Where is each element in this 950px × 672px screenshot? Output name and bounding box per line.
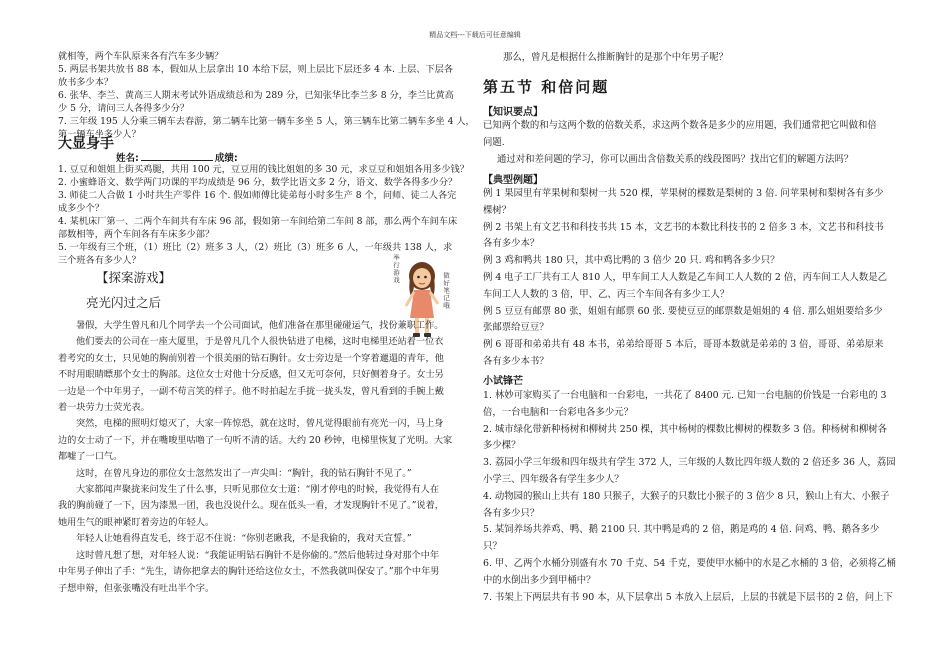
practice-line: 6. 甲、乙两个水桶分别盛有水 70 千克、54 千克，要使甲水桶中的水是乙水桶的 3 倍，必须将乙桶: [483, 557, 896, 569]
text-line: 部数相等，两个车间各有车床多少部？: [58, 229, 215, 240]
text-line: 成多少个？: [58, 203, 104, 214]
name-score-line: [116, 150, 238, 164]
practice-line: 中的水倒出多少到甲桶中？: [483, 574, 596, 586]
story-line: 我的胸前碰了一下，因为漆黑一团，我也没说什么。现在低头一看，才发现胸针不见了。”说着，: [58, 500, 444, 512]
story-line: 大家都闻声聚拢来问发生了什么事，只听见那位女士道：“刚才停电的时候，我觉得有人在: [76, 484, 440, 496]
name-blank: [141, 151, 213, 161]
example-line: 例 4 电子工厂共有工人 810 人，甲车间工人人数是乙车间工人人数的 2 倍，丙车间工人人数是乙: [483, 271, 887, 283]
example-line: 例 3 鸡和鸭共 180 只，其中鸡比鸭的 3 倍少 20 只. 鸡和鸭各多少只？: [483, 255, 780, 267]
story-line: 这时，在曾凡身边的那位女士忽然发出了一声尖叫：“胸针，我的钻石胸针不见了。”: [76, 467, 412, 479]
vertical-caption-right: 做好笔记哦: [442, 272, 450, 310]
practice-line: 1. 林妙可家购买了一台电脑和一台彩电，一共花了 8400 元. 已知一台电脑的价钱是一台彩电的 3: [483, 390, 887, 401]
example-line: 张邮票给豆豆？: [483, 322, 549, 334]
story-section-title: 【探案游戏】: [96, 270, 172, 285]
story-line: 一边是一个中年男子，一副不苟言笑的样子。他不时拍起左手拢一拢头发，曾凡看到的手腕上戴: [58, 385, 444, 397]
text-line: 那么，曾凡是根据什么推断胸针的是那个中年男子呢？: [503, 52, 729, 63]
practice-heading: 小试锋芒: [483, 376, 523, 387]
story-line: 边的女士动了一下，并在嘴唆里咕噜了一句听不清的话。大约 20 秒钟，电梯里恢复了光明。大家: [58, 434, 453, 446]
example-line: 各有多少本书？: [483, 355, 549, 367]
story-line: 暑假，大学生曾凡和几个同学去一个公司面试，他们准备在那里碰碰运气，找份兼职工作。: [76, 320, 444, 331]
text-line: 已知两个数的和与这两个数的倍数关系，求这两个数各是多少的应用题，我们通常把它叫做和倍: [483, 120, 877, 131]
story-line: 他们要去的公司在一座大厦里，于是曾凡几个人很快钻进了电梯，这时电梯里还站着一位衣: [76, 336, 444, 348]
practice-line: 3. 荔园小学三年级和四年级共有学生 372 人，三年级的人数比四年级人数的 2 倍还多 36 人，荔园: [483, 457, 896, 469]
exercise-list: [58, 163, 469, 267]
practice-line: 倍，一台电脑和一台彩电各多少元？: [483, 406, 634, 418]
text-line: 5. 两层书架共放书 88 本，假如从上层拿出 10 本给下层，则上层比下层还多 4 本. 上层、下层各: [58, 64, 454, 75]
text-line: 7. 三年级 195 人分乘三辆车去春游，第二辆车比第一辆车多坐 5 人，第三辆车比第二辆车多坐 4 人，: [58, 116, 475, 127]
text-line: 第一辆车坐多少人？: [58, 129, 141, 140]
practice-line: 2. 城市绿化带新种杨树和柳树共 250 棵，其中杨树的棵数比柳树的棵数多 3 倍。种杨树和柳树各: [483, 423, 887, 435]
example-line: 棵树？: [483, 204, 512, 216]
text-line: 就相等，两个车队原来各有汽车多少辆？: [58, 51, 224, 62]
knowledge-heading: 【知识要点】: [483, 107, 543, 118]
practice-line: 5. 某饲养场共养鸡、鸭、鹅 2100 只. 其中鸭是鸡的 2 倍，鹅是鸡的 4 倍. 问鸡、鸭、鹅各多少: [483, 524, 880, 536]
story-line: 她用生气的眼神紧盯着旁边的年轻人。: [58, 516, 215, 528]
practice-line: 7. 书架上下两层共有书 90 本，从下层拿出 5 本放入上层后，上层的书就是下层书的 2 倍，问上下: [483, 591, 893, 603]
story-line: 都嘘了一口气。: [58, 451, 123, 463]
story-line: 中年男子伸出了手：“先生，请你把拿去的胸针还给这位女士，不然我就叫保安了。”那个中年男: [58, 566, 440, 578]
practice-line: 小学三、四年级各有学生多少人？: [483, 473, 624, 485]
story-line: 着考究的女士，只见她的胸前别着一个很美丽的钻石胸针。女士旁边是一个穿着邋遢的青年，他: [58, 352, 444, 364]
knowledge-body: [483, 118, 877, 168]
example-line: 例 5 豆豆有邮票 80 张，姐姐有邮票 60 张. 要使豆豆的邮票数是姐姐的 4 倍. 那么姐姐要给多少: [483, 305, 883, 317]
vertical-caption-left: 举行游戏: [392, 254, 400, 284]
text-line: 2. 小蜜蜂语文、数学两门功课的平均成绩是 96 分，数学比语文多 2 分，语文、数学各得多少分？: [58, 177, 458, 188]
section-title: 第五节 和倍问题: [483, 78, 610, 96]
story-line: 着一块劳力士荧光表。: [58, 402, 150, 414]
example-line: 例 2 书架上有文艺书和科技书共 15 本，文艺书的本数比科技书的 2 倍多 3 本，文艺书和科技书: [483, 221, 884, 233]
text-line: 4. 某机床厂第一、二两个车间共有车床 96 部，假如第一车间给第二车间 8 部，那么两个车间车床: [58, 216, 458, 227]
text-line: 三个班各有多少人？: [58, 255, 141, 266]
text-line: 少 5 分，请问三人各得多少分？: [58, 103, 190, 114]
text-line: 通过对和差问题的学习，你可以画出含倍数关系的线段图吗？找出它们的解题方法吗？: [497, 153, 854, 165]
text-line: 3. 师徒二人合做 1 小时共生产零件 16 个. 假如师傅比徒弟每小时多生产 8 个，问师、徒二人各完: [58, 190, 457, 201]
practice-body: [483, 388, 896, 606]
story-line: 年轻人让她看得直发毛，终于忍不住说：“你别老瞅我，不是我偷的，我对天宣誓。”: [76, 533, 412, 545]
example-line: 各有多少本？: [483, 238, 540, 250]
story-body: [58, 318, 452, 597]
section-heading: 大显身手: [58, 136, 114, 152]
text-line: 问题.: [483, 136, 505, 148]
story-line: 子想申辩，但张张嘴没有吐出半个字。: [58, 582, 215, 594]
practice-line: 4. 动物园的猴山上共有 180 只猴子，大猴子的只数比小猴子的 3 倍少 8 只，猴山上有大、小猴子: [483, 490, 890, 502]
name-label: 姓名:: [116, 153, 139, 164]
example-line: 例 6 哥哥和弟弟共有 48 本书，弟弟给哥哥 5 本后，哥哥本数就是弟弟的 3 倍，哥哥、弟弟原来: [483, 339, 884, 351]
story-question: [503, 50, 728, 67]
example-line: 车间工人人数的 3 倍，甲、乙、丙三个车间各有多少工人？: [483, 288, 730, 300]
story-line: 不时用眼睛瞟那个女士的胸部。这位女士对他十分反感，但又无可奈何，只好侧着身子。女士另: [58, 369, 444, 381]
story-title: 亮光闪过之后: [86, 295, 162, 310]
practice-line: 各有多少只？: [483, 507, 540, 519]
text-line: 1. 豆豆和姐姐上街买鸡腿，共用 100 元，豆豆用的钱比姐姐的多 30 元，求豆豆和姐姐各用多少钱？: [58, 164, 469, 175]
text-line: 6. 张华、李兰、黄高三人期末考试外语成绩总和为 289 分，已知张华比李兰多 8 分，李兰比黄高: [58, 90, 454, 101]
text-line: 放书多少本？: [58, 77, 114, 88]
practice-line: 只？: [483, 541, 502, 553]
page-header: 精品文档---下载后可任意编辑: [429, 31, 521, 39]
story-line: 这时曾凡想了想，对年轻人说：“我能证明钻石胸针不是你偷的。”然后他转过身对那个中年: [76, 549, 440, 561]
examples-heading: 【典型例题】: [483, 175, 543, 186]
score-label: 成绩:: [214, 153, 238, 164]
practice-line: 多少棵？: [483, 440, 521, 452]
text-line: 5. 一年级有三个班，（1）班比（2）班多 3 人，（2）班比（3）班多 6 人，一年级共 138 人，求: [58, 242, 453, 253]
story-line: 突然，电梯的照明灯熄灭了，大家一阵惊恐，就在这时，曾凡觉得眼前有亮光一闪，马上身: [76, 418, 444, 430]
examples-body: [483, 186, 887, 371]
top-problems: [58, 50, 475, 141]
example-line: 例 1 果园里有苹果树和梨树一共 520 棵，苹果树的棵数是梨树的 3 倍. 问苹果树和梨树各有多少: [483, 188, 884, 199]
